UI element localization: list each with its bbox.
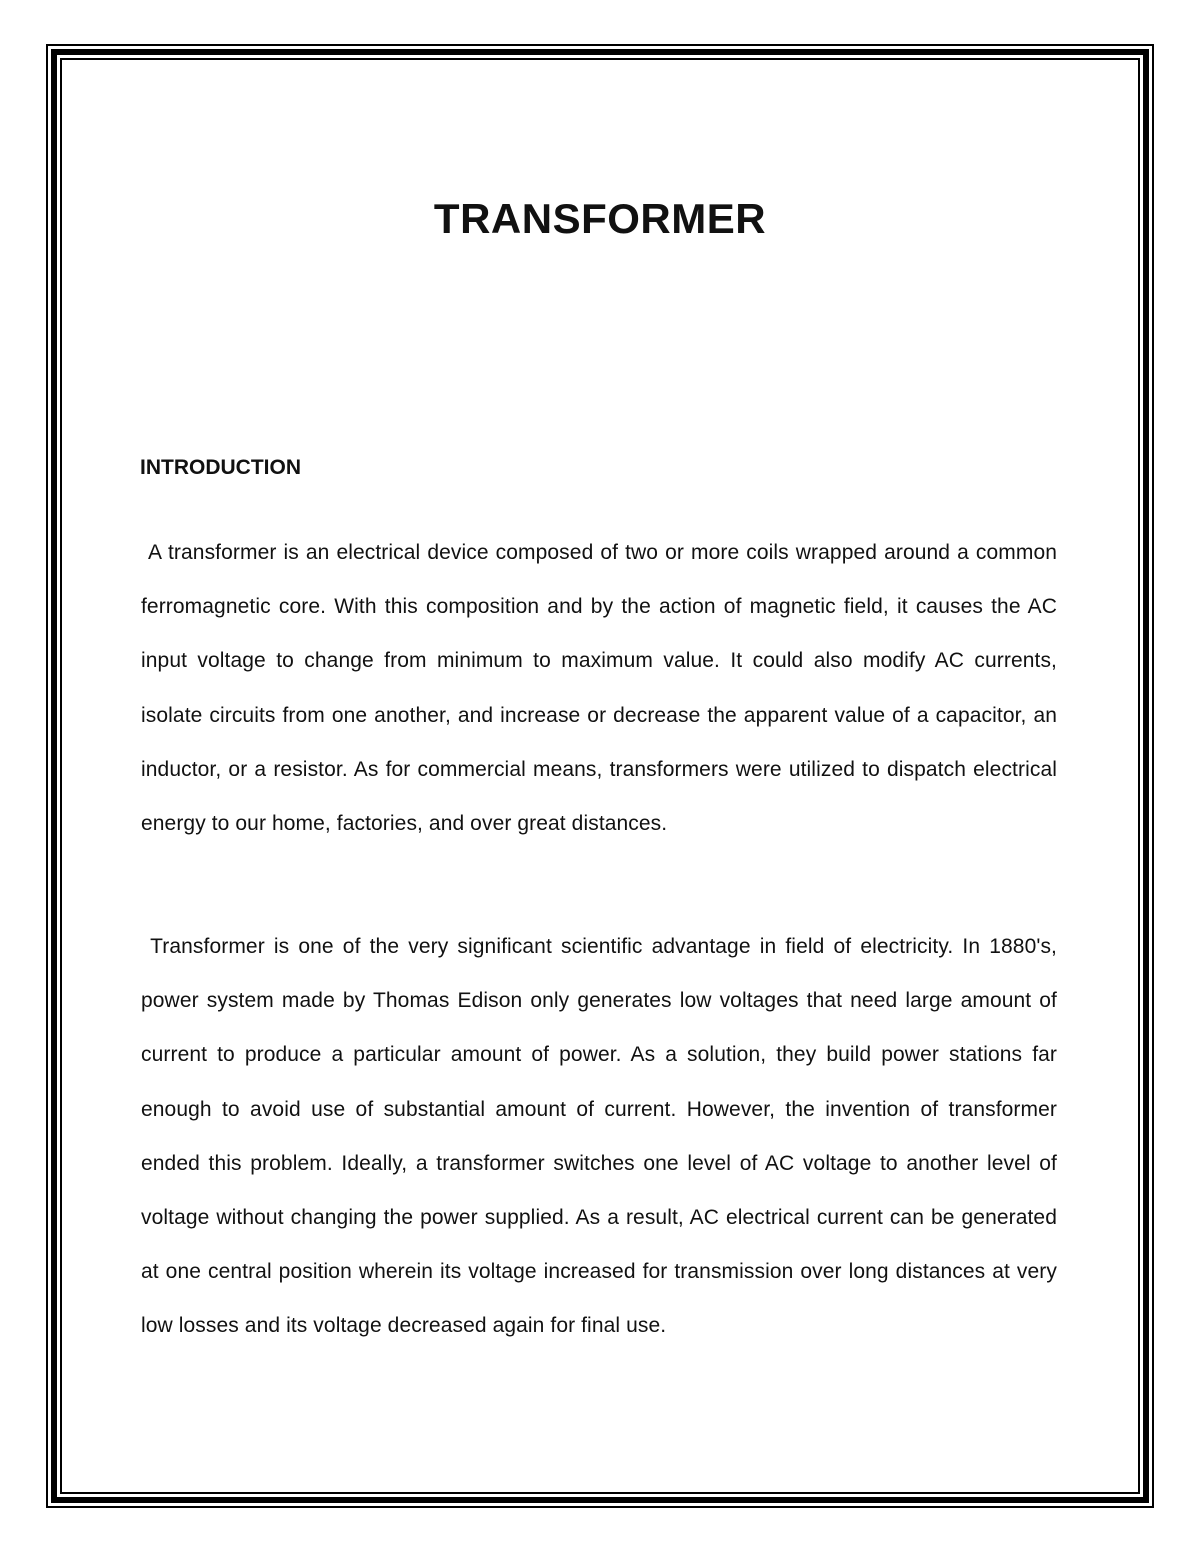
- document-title: TRANSFORMER: [433, 195, 767, 242]
- section-heading-introduction: INTRODUCTION: [140, 456, 301, 479]
- introduction-paragraph-2: Transformer is one of the very significant scientific advantage in field of electricity. In 1880's, power system made by Thomas Edison only generates low voltages that need large amount of current to produce a particular amount of power. As a solution, they build power stations far enough to avoid use of substantial amount of current. However, the invention of transformer ended this problem. Ideally, a transformer switches one level of AC voltage to another level of voltage without changing the power supplied. As a result, AC electrical current can be generated at one central position wherein its voltage increased for transmission over long distances at very low losses and its voltage decreased again for final use.: [141, 935, 1063, 1338]
- introduction-paragraph-1: A transformer is an electrical device composed of two or more coils wrapped around a common ferromagnetic core. With this composition and by the action of magnetic field, it causes the AC input voltage to change from minimum to maximum value. It could also modify AC currents, isolate circuits from one another, and increase or decrease the apparent value of a capacitor, an inductor, or a resistor. As for commercial means, transformers were utilized to dispatch electrical energy to our home, factories, and over great distances.: [141, 541, 1063, 836]
